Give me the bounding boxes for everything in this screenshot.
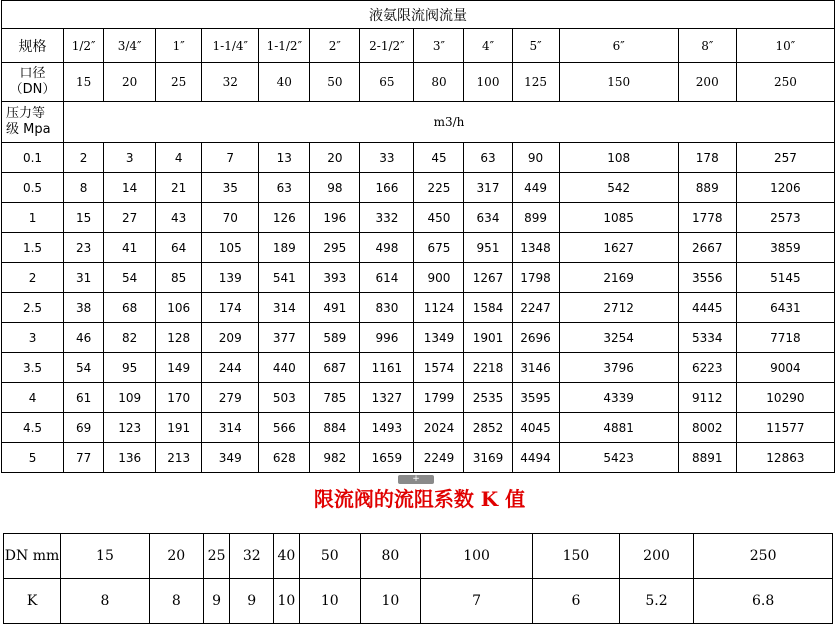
flow-cell: 589: [310, 323, 360, 353]
k-dn-cell: 200: [619, 534, 693, 579]
flow-cell: 1901: [464, 323, 512, 353]
table-row: [2, 263, 835, 293]
flow-cell: 178: [678, 143, 736, 173]
pressure-label: 压力等 级 Mpa: [2, 102, 64, 143]
flow-cell: 8002: [678, 413, 736, 443]
flow-cell: 498: [360, 233, 414, 263]
flow-cell: 64: [156, 233, 202, 263]
flow-cell: 95: [104, 353, 156, 383]
flow-cell: 63: [464, 143, 512, 173]
size-cell: 1-1/4″: [202, 29, 259, 63]
k-value-cell: 5.2: [619, 579, 693, 624]
flow-cell: 1267: [464, 263, 512, 293]
k-value-cell: 9: [203, 579, 230, 624]
flow-cell: 3796: [559, 353, 678, 383]
dn-cell: 150: [559, 63, 678, 102]
k-dn-cell: 250: [694, 534, 833, 579]
flow-cell: 35: [202, 173, 259, 203]
k-dn-cell: 80: [360, 534, 420, 579]
size-cell: 1″: [156, 29, 202, 63]
k-dn-cell: 100: [420, 534, 532, 579]
flow-cell: 11577: [736, 413, 834, 443]
flow-cell: 98: [310, 173, 360, 203]
flow-cell: 54: [104, 263, 156, 293]
flow-cell: 7718: [736, 323, 834, 353]
pressure-cell: 0.5: [2, 173, 64, 203]
flow-cell: 1778: [678, 203, 736, 233]
flow-cell: 450: [414, 203, 464, 233]
flow-cell: 884: [310, 413, 360, 443]
flow-cell: 440: [259, 353, 310, 383]
flow-cell: 628: [259, 443, 310, 473]
flow-cell: 687: [310, 353, 360, 383]
k-value-cell: 6.8: [694, 579, 833, 624]
pressure-cell: 4: [2, 383, 64, 413]
k-dn-cell: 50: [299, 534, 360, 579]
flow-cell: 393: [310, 263, 360, 293]
flow-cell: 244: [202, 353, 259, 383]
flow-cell: 1799: [414, 383, 464, 413]
dn-label: 口径 （DN）: [2, 63, 64, 102]
flow-cell: 2667: [678, 233, 736, 263]
flow-cell: 33: [360, 143, 414, 173]
k-table: [3, 533, 833, 624]
dn-cell: 25: [156, 63, 202, 102]
k-dn-cell: 20: [149, 534, 203, 579]
k-row: [4, 579, 833, 624]
flow-cell: 4445: [678, 293, 736, 323]
size-cell: 2″: [310, 29, 360, 63]
flow-cell: 634: [464, 203, 512, 233]
flow-cell: 5423: [559, 443, 678, 473]
flow-cell: 139: [202, 263, 259, 293]
flow-cell: 349: [202, 443, 259, 473]
k-dn-cell: 15: [61, 534, 150, 579]
flow-cell: 1584: [464, 293, 512, 323]
flow-cell: 46: [64, 323, 104, 353]
flow-cell: 2: [64, 143, 104, 173]
dn-cell: 200: [678, 63, 736, 102]
flow-cell: 31: [64, 263, 104, 293]
table-row: [2, 413, 835, 443]
flow-cell: 2249: [414, 443, 464, 473]
table-row: [2, 173, 835, 203]
sizes-row: [2, 29, 835, 63]
pressure-cell: 1.5: [2, 233, 64, 263]
flow-cell: 105: [202, 233, 259, 263]
table-title: 液氨限流阀流量: [2, 1, 835, 29]
size-cell: 6″: [559, 29, 678, 63]
flow-cell: 4339: [559, 383, 678, 413]
flow-cell: 123: [104, 413, 156, 443]
k-dn-row: [4, 534, 833, 579]
flow-cell: 785: [310, 383, 360, 413]
dn-cell: 100: [464, 63, 512, 102]
flow-cell: 1659: [360, 443, 414, 473]
flow-cell: 4494: [512, 443, 559, 473]
flow-cell: 149: [156, 353, 202, 383]
k-label: K: [4, 579, 61, 624]
size-cell: 1/2″: [64, 29, 104, 63]
flow-cell: 43: [156, 203, 202, 233]
flow-cell: 2169: [559, 263, 678, 293]
flow-cell: 196: [310, 203, 360, 233]
size-cell: 8″: [678, 29, 736, 63]
dn-cell: 50: [310, 63, 360, 102]
flow-table: [1, 0, 835, 473]
flow-cell: 1327: [360, 383, 414, 413]
flow-cell: 830: [360, 293, 414, 323]
flow-cell: 900: [414, 263, 464, 293]
size-cell: 3/4″: [104, 29, 156, 63]
size-cell: 4″: [464, 29, 512, 63]
k-value-cell: 10: [274, 579, 299, 624]
table-row: [2, 203, 835, 233]
size-cell: 2-1/2″: [360, 29, 414, 63]
flow-cell: 2247: [512, 293, 559, 323]
flow-cell: 257: [736, 143, 834, 173]
flow-cell: 377: [259, 323, 310, 353]
flow-cell: 1348: [512, 233, 559, 263]
flow-cell: 54: [64, 353, 104, 383]
flow-cell: 996: [360, 323, 414, 353]
table-expand-handle[interactable]: +: [398, 475, 434, 484]
flow-cell: 2535: [464, 383, 512, 413]
flow-cell: 5334: [678, 323, 736, 353]
k-value-cell: 6: [533, 579, 620, 624]
table-row: [2, 383, 835, 413]
pressure-cell: 2.5: [2, 293, 64, 323]
flow-cell: 6223: [678, 353, 736, 383]
flow-cell: 20: [310, 143, 360, 173]
flow-cell: 213: [156, 443, 202, 473]
flow-cell: 1798: [512, 263, 559, 293]
flow-cell: 15: [64, 203, 104, 233]
dn-cell: 65: [360, 63, 414, 102]
k-value-cell: 9: [230, 579, 274, 624]
size-label: 规格: [2, 29, 64, 63]
flow-cell: 295: [310, 233, 360, 263]
dn-cell: 40: [259, 63, 310, 102]
flow-cell: 503: [259, 383, 310, 413]
k-value-heading: 限流阀的流阻系数 K 值: [313, 487, 526, 511]
flow-cell: 3595: [512, 383, 559, 413]
flow-cell: 170: [156, 383, 202, 413]
flow-cell: 3169: [464, 443, 512, 473]
flow-cell: 2218: [464, 353, 512, 383]
k-dn-cell: 32: [230, 534, 274, 579]
flow-cell: 542: [559, 173, 678, 203]
dn-row: [2, 63, 835, 102]
table-row: [2, 443, 835, 473]
flow-cell: 41: [104, 233, 156, 263]
flow-cell: 314: [259, 293, 310, 323]
dn-cell: 80: [414, 63, 464, 102]
k-dn-label: DN mm: [4, 534, 61, 579]
k-dn-cell: 40: [274, 534, 299, 579]
pressure-cell: 3: [2, 323, 64, 353]
size-cell: 5″: [512, 29, 559, 63]
flow-cell: 45: [414, 143, 464, 173]
flow-cell: 61: [64, 383, 104, 413]
flow-cell: 14: [104, 173, 156, 203]
flow-cell: 21: [156, 173, 202, 203]
flow-cell: 136: [104, 443, 156, 473]
table-row: [2, 143, 835, 173]
flow-cell: 3859: [736, 233, 834, 263]
pressure-cell: 1: [2, 203, 64, 233]
flow-cell: 3: [104, 143, 156, 173]
flow-cell: 1124: [414, 293, 464, 323]
k-value-cell: 7: [420, 579, 532, 624]
flow-cell: 90: [512, 143, 559, 173]
flow-cell: 9112: [678, 383, 736, 413]
flow-cell: 4: [156, 143, 202, 173]
table-row: [2, 353, 835, 383]
flow-cell: 27: [104, 203, 156, 233]
pressure-cell: 5: [2, 443, 64, 473]
flow-cell: 3254: [559, 323, 678, 353]
flow-cell: 85: [156, 263, 202, 293]
k-value-cell: 8: [149, 579, 203, 624]
flow-cell: 13: [259, 143, 310, 173]
flow-cell: 6431: [736, 293, 834, 323]
flow-cell: 2696: [512, 323, 559, 353]
table-row: [2, 233, 835, 263]
flow-cell: 10290: [736, 383, 834, 413]
flow-cell: 82: [104, 323, 156, 353]
flow-cell: 5145: [736, 263, 834, 293]
k-dn-cell: 150: [533, 534, 620, 579]
pressure-cell: 0.1: [2, 143, 64, 173]
k-dn-cell: 25: [203, 534, 230, 579]
flow-cell: 491: [310, 293, 360, 323]
flow-cell: 314: [202, 413, 259, 443]
size-cell: 1-1/2″: [259, 29, 310, 63]
dn-cell: 20: [104, 63, 156, 102]
dn-cell: 15: [64, 63, 104, 102]
flow-cell: 128: [156, 323, 202, 353]
k-value-cell: 10: [360, 579, 420, 624]
flow-cell: 63: [259, 173, 310, 203]
unit-label: m3/h: [64, 102, 835, 143]
dn-cell: 125: [512, 63, 559, 102]
flow-cell: 174: [202, 293, 259, 323]
flow-cell: 4045: [512, 413, 559, 443]
flow-cell: 1349: [414, 323, 464, 353]
flow-cell: 899: [512, 203, 559, 233]
flow-cell: 2852: [464, 413, 512, 443]
flow-cell: 166: [360, 173, 414, 203]
flow-cell: 566: [259, 413, 310, 443]
flow-cell: 889: [678, 173, 736, 203]
flow-cell: 1574: [414, 353, 464, 383]
size-cell: 3″: [414, 29, 464, 63]
flow-cell: 1627: [559, 233, 678, 263]
flow-cell: 191: [156, 413, 202, 443]
flow-cell: 77: [64, 443, 104, 473]
pressure-cell: 3.5: [2, 353, 64, 383]
flow-cell: 7: [202, 143, 259, 173]
flow-cell: 3146: [512, 353, 559, 383]
flow-cell: 982: [310, 443, 360, 473]
flow-cell: 2712: [559, 293, 678, 323]
flow-cell: 108: [559, 143, 678, 173]
flow-cell: 9004: [736, 353, 834, 383]
dn-cell: 250: [736, 63, 834, 102]
flow-cell: 541: [259, 263, 310, 293]
size-cell: 10″: [736, 29, 834, 63]
table-row: [2, 323, 835, 353]
flow-cell: 2573: [736, 203, 834, 233]
flow-cell: 332: [360, 203, 414, 233]
flow-cell: 1206: [736, 173, 834, 203]
flow-cell: 68: [104, 293, 156, 323]
flow-cell: 23: [64, 233, 104, 263]
flow-cell: 951: [464, 233, 512, 263]
pressure-cell: 4.5: [2, 413, 64, 443]
dn-cell: 32: [202, 63, 259, 102]
flow-cell: 614: [360, 263, 414, 293]
flow-cell: 225: [414, 173, 464, 203]
flow-cell: 189: [259, 233, 310, 263]
flow-cell: 449: [512, 173, 559, 203]
flow-cell: 675: [414, 233, 464, 263]
flow-cell: 126: [259, 203, 310, 233]
flow-cell: 3556: [678, 263, 736, 293]
flow-cell: 38: [64, 293, 104, 323]
flow-cell: 8: [64, 173, 104, 203]
flow-cell: 1161: [360, 353, 414, 383]
flow-cell: 69: [64, 413, 104, 443]
flow-cell: 4881: [559, 413, 678, 443]
flow-cell: 109: [104, 383, 156, 413]
flow-cell: 70: [202, 203, 259, 233]
flow-cell: 12863: [736, 443, 834, 473]
flow-cell: 1493: [360, 413, 414, 443]
flow-cell: 279: [202, 383, 259, 413]
flow-cell: 1085: [559, 203, 678, 233]
flow-cell: 8891: [678, 443, 736, 473]
flow-cell: 317: [464, 173, 512, 203]
flow-cell: 2024: [414, 413, 464, 443]
pressure-cell: 2: [2, 263, 64, 293]
k-value-cell: 10: [299, 579, 360, 624]
table-row: [2, 293, 835, 323]
flow-cell: 209: [202, 323, 259, 353]
k-value-cell: 8: [61, 579, 150, 624]
flow-cell: 106: [156, 293, 202, 323]
